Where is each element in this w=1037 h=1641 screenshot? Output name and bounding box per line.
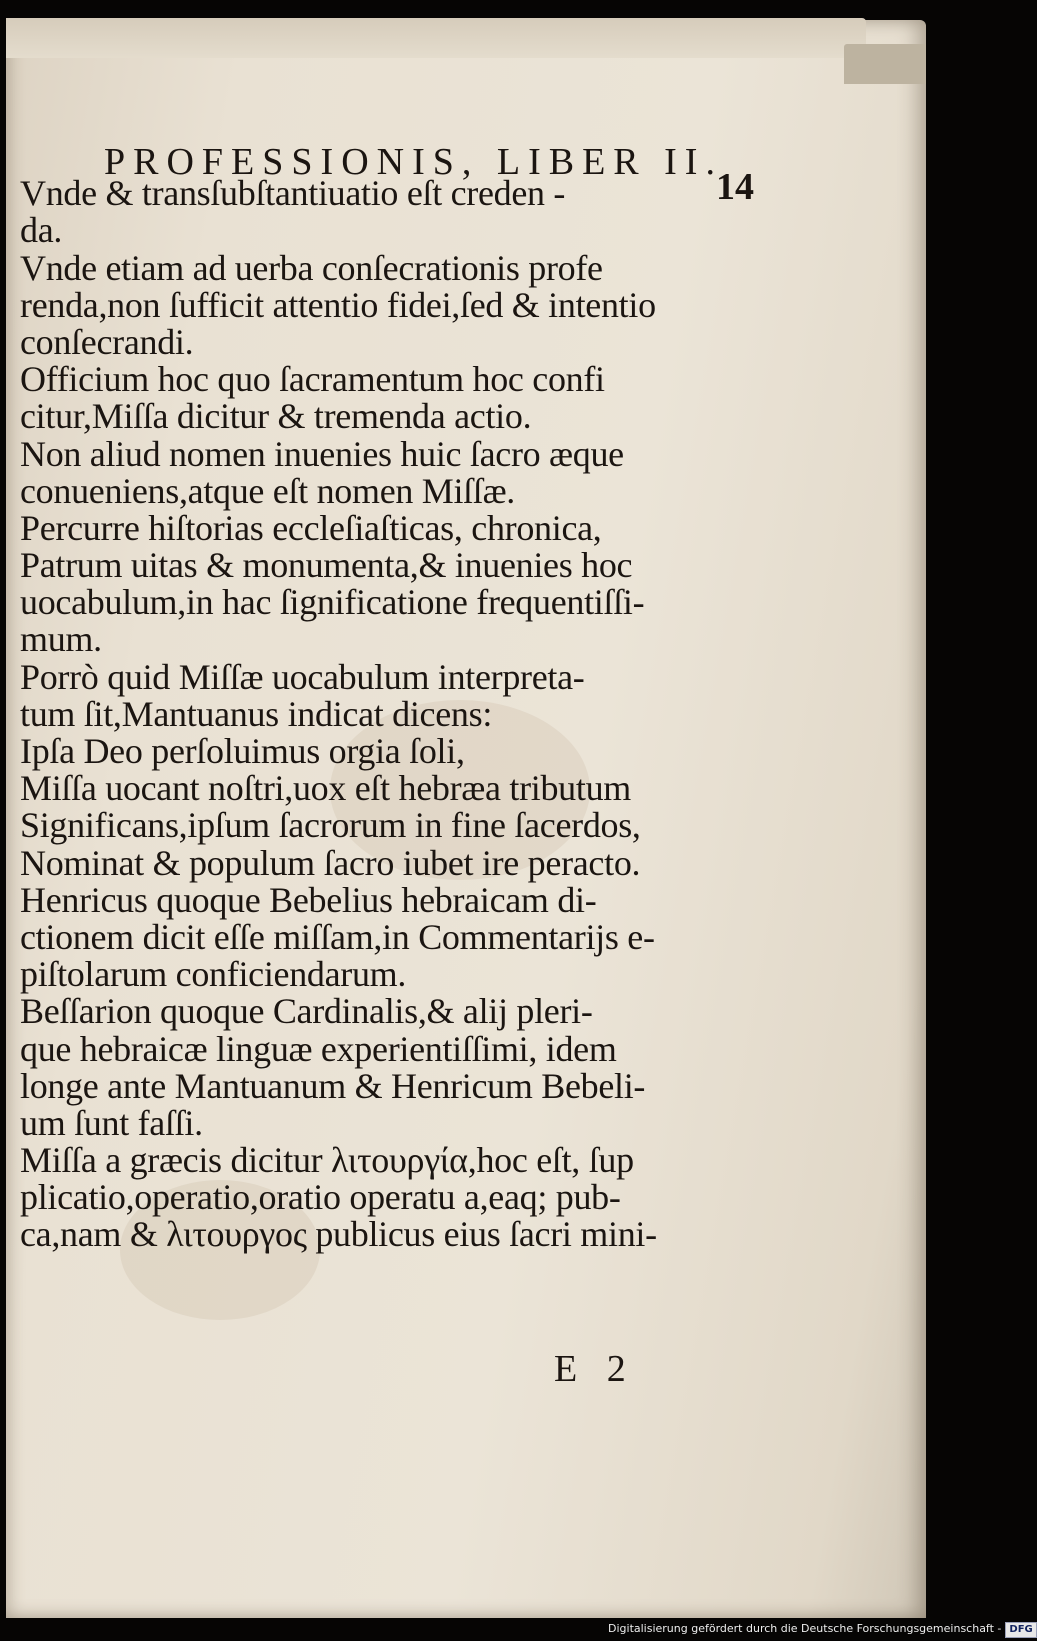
text-line: ca,nam & λιτουργος publicus eius ſacri mini-	[20, 1214, 657, 1255]
text-line: Miſſa uocant noſtri,uox eſt hebræa tributum	[20, 768, 631, 809]
text-line: mum.	[20, 619, 102, 660]
folio-number: 14	[716, 166, 754, 208]
text-line: tum ſit,Mantuanus indicat dicens:	[20, 693, 493, 734]
text-line: Patrum uitas & monumenta,& inuenies hoc	[20, 545, 633, 586]
text-line: um ſunt faſſi.	[20, 1102, 203, 1143]
text-line: Significans,ipſum ſacrorum in fine ſacerdos,	[20, 805, 641, 846]
text-line: renda,non ſufficit attentio fidei,ſed & intentio	[20, 284, 656, 325]
text-line: que hebraicæ linguæ experientiſſimi, idem	[20, 1028, 617, 1069]
text-line: Officium hoc quo ſacramentum hoc confi	[20, 359, 605, 400]
footer-credit-text: Digitalisierung gefördert durch die Deutsche Forschungsgemeinschaft -	[608, 1622, 1002, 1635]
text-line: Vnde etiam ad uerba conſecrationis profe	[20, 247, 603, 288]
running-title: PROFESSIONIS, LIBER II.	[104, 141, 723, 183]
text-line: Percurre hiſtorias eccleſiaſticas, chronica,	[20, 507, 602, 548]
text-line: plicatio,operatio,oratio operatu a,eaq; pub-	[20, 1177, 621, 1218]
text-line: longe ante Mantuanum & Henricum Bebeli-	[20, 1065, 646, 1106]
text-line: conſecrandi.	[20, 321, 194, 362]
text-line: Vnde & transſubſtantiuatio eſt creden -	[20, 173, 566, 214]
text-line: Non aliud nomen inuenies huic ſacro æque	[20, 433, 624, 474]
text-line: Miſſa a græcis dicitur λιτουργία,hoc eſt, ſup	[20, 1140, 634, 1181]
text-line	[20, 138, 720, 175]
dfg-logo: DFG	[1005, 1622, 1036, 1638]
text-line: ctionem dicit eſſe miſſam,in Commentarijs e-	[20, 916, 655, 957]
text-line: Beſſarion quoque Cardinalis,& alij pleri-	[20, 991, 593, 1032]
signature-mark: E 2	[554, 1348, 636, 1390]
text-line: conueniens,atque eſt nomen Miſſæ.	[20, 470, 515, 511]
page-corner-tab	[844, 44, 926, 84]
text-line: piſtolarum conficiendarum.	[20, 954, 407, 995]
page-top-edge	[6, 18, 866, 58]
body-text	[20, 138, 720, 1254]
text-line: citur,Miſſa dicitur & tremenda actio.	[20, 396, 532, 437]
text-line: Henricus quoque Bebelius hebraicam di-	[20, 879, 597, 920]
text-line: Nominat & populum ſacro iubet ire peracto.	[20, 842, 641, 883]
text-line: da.	[20, 210, 63, 251]
footer-credit	[608, 1619, 1037, 1639]
text-line: uocabulum,in hac ſignificatione frequentiſſi-	[20, 582, 645, 623]
text-line: Porrò quid Miſſæ uocabulum interpreta-	[20, 656, 585, 697]
text-line: Ipſa Deo perſoluimus orgia ſoli,	[20, 731, 465, 771]
